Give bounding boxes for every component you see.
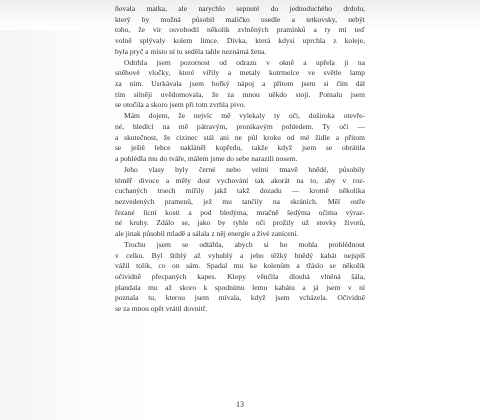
text-line: plandala mu až skoro k spodnímu lemu kabátu a já jsem v ní [115, 282, 365, 292]
text-line: se za mnou opět vrátil dovnitř. [115, 304, 208, 314]
text-line: řezané lícní kosti a pod bledýma, mračně šedýma očima výraz- [115, 207, 365, 217]
text-line: a pohlédla mu do tváře, málem jsme do sebe narazili nosem. [115, 154, 298, 164]
text-line: se ještě lehce nakláněl kupředu, takže když jsem se obrátila [115, 143, 365, 153]
text-line: nezvedených pramenů, jež mu tančily na skráních. Měl ostře [115, 196, 365, 206]
text-line: né, hledící na mě pátravým, pronikavým pohledem. Ty oči — [115, 121, 365, 131]
text-line: toho, že vír osvobodil několik zvlněných pramínků a ty mi teď [115, 25, 365, 35]
body-text [115, 4, 365, 315]
text-line: téměř divoce a měly dost vychování tak akorát na to, aby v roz- [115, 175, 365, 185]
text-line: byla pryč a místo ní tu seděla tahle neznámá žena. [115, 46, 267, 56]
paragraph-5 [115, 240, 365, 315]
paragraph-2 [115, 58, 365, 112]
text-line: tím silněji uvědomovala, že za mnou někdo stojí. Pomalu jsem [115, 89, 365, 99]
paragraph-1 [115, 4, 365, 58]
paragraph-3 [115, 111, 365, 165]
text-line: poznala tu, kterou jsem mívala, když jsem vcházela. Očividně [115, 293, 365, 303]
text-line: Trochu jsem se odtáhla, abych si ho mohla prohlédnout [124, 239, 365, 249]
text-line: cuchaných trsech mířily jakž takž dozadu — kromě několika [115, 186, 365, 196]
text-line: né kruhy. Zdálo se, jako by tyhle oči prožily už stovky životů, [115, 218, 365, 228]
text-line: který by možná působil maličko usedle a tetkovsky, nebýt [115, 14, 365, 24]
text-line: Mám dojem, že nejvíc mě vylekaly ty oči, doširoka otevře- [124, 111, 365, 121]
text-line: volně splývaly kolem límce. Dívka, která kdysi uprchla z koleje, [115, 36, 365, 46]
text-line: a skutečnost, že cizinec stál ani ne půl kroku od mé židle a přitom [115, 132, 365, 142]
text-line: v celku. Byl štíhlý až vyhublý a jeho těžký hnědý kabát nejspíš [115, 250, 365, 260]
text-line: vážil tolik, co on sám. Spadal mu ke kolenům a třáslo se několik [115, 261, 365, 271]
text-line: ňovala matka, ale narychlo sepnuté do jednoduchého drdolu, [115, 4, 365, 13]
text-line: Jeho vlasy byly černé nebo velmi tmavě hnědé, působily [124, 164, 365, 174]
text-line: očividně přecpaných kapes. Klopy věnčila dlouhá vlněná šála, [115, 271, 365, 281]
text-line: Odtrhla jsem pozornost od odrazu v okně a upřela ji na [124, 57, 365, 67]
text-line: se otočila a skoro jsem při tom zvrhla pivo. [115, 100, 246, 110]
text-line: sněhové vločky, které vířily a metaly kotrmelce ve světle lamp [115, 68, 365, 78]
paragraph-4 [115, 165, 365, 240]
text-line: ale jinak působil mladě a sálala z něj energie a živé zanícení. [115, 229, 299, 239]
text-line: za ním. Usrkávala jsem hořký nápoj a přitom jsem si čím dál [115, 79, 365, 89]
page-number: 13 [236, 400, 244, 409]
